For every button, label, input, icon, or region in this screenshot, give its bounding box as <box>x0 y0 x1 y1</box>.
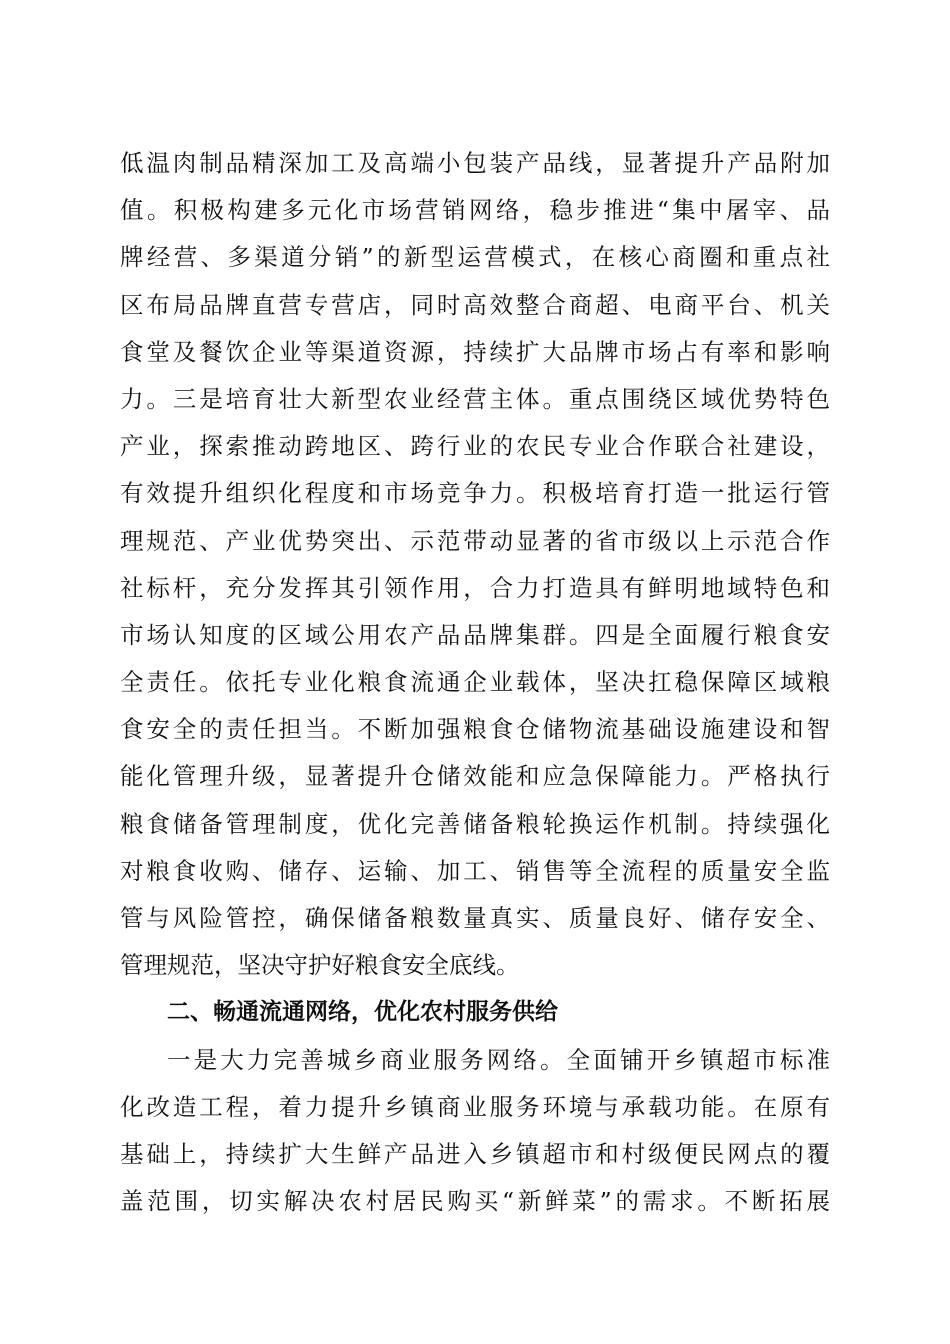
text-line: 食堂及餐饮企业等渠道资源，持续扩大品牌市场占有率和影响 <box>120 337 830 366</box>
text-line: 基础上，持续扩大生鲜产品进入乡镇超市和村级便民网点的覆 <box>120 1139 830 1168</box>
text-line: 能化管理升级，显著提升仓储效能和应急保障能力。严格执行 <box>120 762 830 791</box>
text-line: 产业，探索推动跨地区、跨行业的农民专业合作联合社建设， <box>120 432 830 461</box>
text-line: 理规范、产业优势突出、示范带动显著的省市级以上示范合作 <box>120 526 830 555</box>
text-line: 力。三是培育壮大新型农业经营主体。重点围绕区域优势特色 <box>120 384 830 413</box>
text-line: 低温肉制品精深加工及高端小包装产品线，显著提升产品附加 <box>120 149 830 177</box>
text-line: 化改造工程，着力提升乡镇商业服务环境与承载功能。在原有 <box>120 1092 830 1121</box>
text-line: 管理规范，坚决守护好粮食安全底线。 <box>120 951 520 980</box>
document-body <box>120 140 830 1225</box>
text-line: 盖范围，切实解决农村居民购买“新鲜菜”的需求。不断拓展 <box>120 1187 830 1216</box>
text-line: 全责任。依托专业化粮食流通企业载体，坚决扛稳保障区域粮 <box>120 668 830 697</box>
text-line: 食安全的责任担当。不断加强粮食仓储物流基础设施建设和智 <box>120 715 830 744</box>
text-line: 区布局品牌直营专营店，同时高效整合商超、电商平台、机关 <box>120 290 830 319</box>
text-line: 牌经营、多渠道分销”的新型运营模式，在核心商圈和重点社 <box>120 243 830 272</box>
text-line: 管与风险管控，确保储备粮数量真实、质量良好、储存安全、 <box>120 904 830 932</box>
text-line: 市场认知度的区域公用农产品品牌集群。四是全面履行粮食安 <box>120 620 830 649</box>
text-line: 粮食储备管理制度，优化完善储备粮轮换运作机制。持续强化 <box>120 809 830 838</box>
text-line: 值。积极构建多元化市场营销网络，稳步推进“集中屠宰、品 <box>120 196 830 225</box>
text-line: 一是大力完善城乡商业服务网络。全面铺开乡镇超市标准 <box>167 1045 830 1074</box>
text-line: 对粮食收购、储存、运输、加工、销售等全流程的质量安全监 <box>120 856 830 885</box>
section-heading: 二、畅通流通网络，优化农村服务供给 <box>167 999 558 1026</box>
text-line: 社标杆，充分发挥其引领作用，合力打造具有鲜明地域特色和 <box>120 573 830 602</box>
text-line: 有效提升组织化程度和市场竞争力。积极培育打造一批运行管 <box>120 479 830 508</box>
